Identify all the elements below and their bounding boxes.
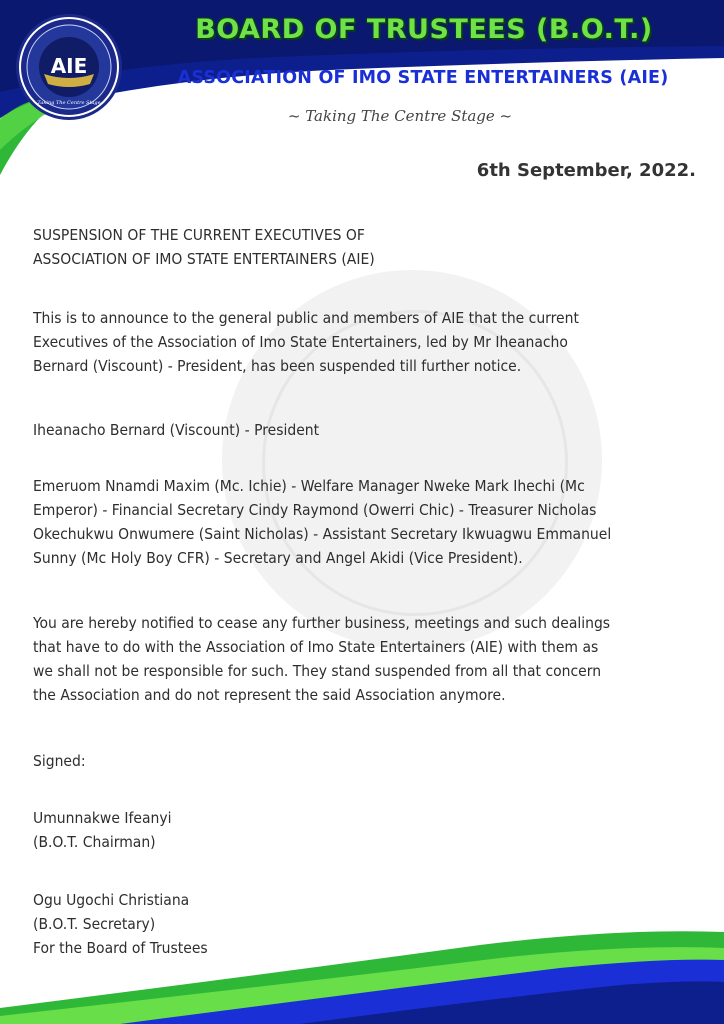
signatory-role: (B.O.T. Secretary)	[33, 915, 156, 933]
paragraph-line: the Association and do not represent the said Association anymore.	[33, 686, 506, 704]
board-title: BOARD OF TRUSTEES (B.O.T.)	[195, 14, 653, 45]
paragraph-line: Emperor) - Financial Secretary Cindy Raymond (Owerri Chic) - Treasurer Nicholas	[33, 501, 597, 519]
notice-paragraph	[33, 611, 693, 707]
heading-line: ASSOCIATION OF IMO STATE ENTERTAINERS (AIE)	[33, 250, 375, 268]
announcement-paragraph	[33, 306, 693, 378]
signatory-name: Umunnakwe Ifeanyi	[33, 809, 172, 827]
paragraph-line: we shall not be responsible for such. They stand suspended from all that concern	[33, 662, 602, 680]
svg-text:Taking The Centre Stage: Taking The Centre Stage	[37, 100, 101, 106]
paragraph-line: Executives of the Association of Imo State Entertainers, led by Mr Iheanacho	[33, 333, 568, 351]
heading-line: SUSPENSION OF THE CURRENT EXECUTIVES OF	[33, 226, 365, 244]
association-subtitle: ASSOCIATION OF IMO STATE ENTERTAINERS (AIE)	[177, 68, 669, 88]
paragraph-line: Sunny (Mc Holy Boy CFR) - Secretary and Angel Akidi (Vice President).	[33, 549, 523, 567]
signatory-name: Ogu Ugochi Christiana	[33, 891, 190, 909]
president-line: Iheanacho Bernard (Viscount) - President	[33, 421, 320, 439]
paragraph-line: that have to do with the Association of Imo State Entertainers (AIE) with them as	[33, 638, 599, 656]
tagline: ~ Taking The Centre Stage ~	[287, 107, 513, 125]
chairman-signature-block	[33, 806, 693, 854]
svg-text:AIE: AIE	[50, 54, 88, 78]
executives-paragraph	[33, 474, 693, 570]
paragraph-line: You are hereby notified to cease any further business, meetings and such dealings	[33, 614, 611, 632]
signatory-role: (B.O.T. Chairman)	[33, 833, 156, 851]
letter-date: 6th September, 2022.	[476, 160, 696, 181]
aie-logo	[14, 12, 124, 122]
signed-label: Signed:	[33, 752, 86, 770]
paragraph-line: Emeruom Nnamdi Maxim (Mc. Ichie) - Welfare Manager Nweke Mark Ihechi (Mc	[33, 477, 585, 495]
paragraph-line: This is to announce to the general public and members of AIE that the current	[33, 309, 579, 327]
logo-seal-icon	[14, 12, 124, 122]
paragraph-line: Okechukwu Onwumere (Saint Nicholas) - Assistant Secretary Ikwuagwu Emmanuel	[33, 525, 612, 543]
letter-heading	[33, 223, 693, 271]
signatory-for: For the Board of Trustees	[33, 939, 208, 957]
paragraph-line: Bernard (Viscount) - President, has been suspended till further notice.	[33, 357, 522, 375]
secretary-signature-block	[33, 888, 693, 960]
